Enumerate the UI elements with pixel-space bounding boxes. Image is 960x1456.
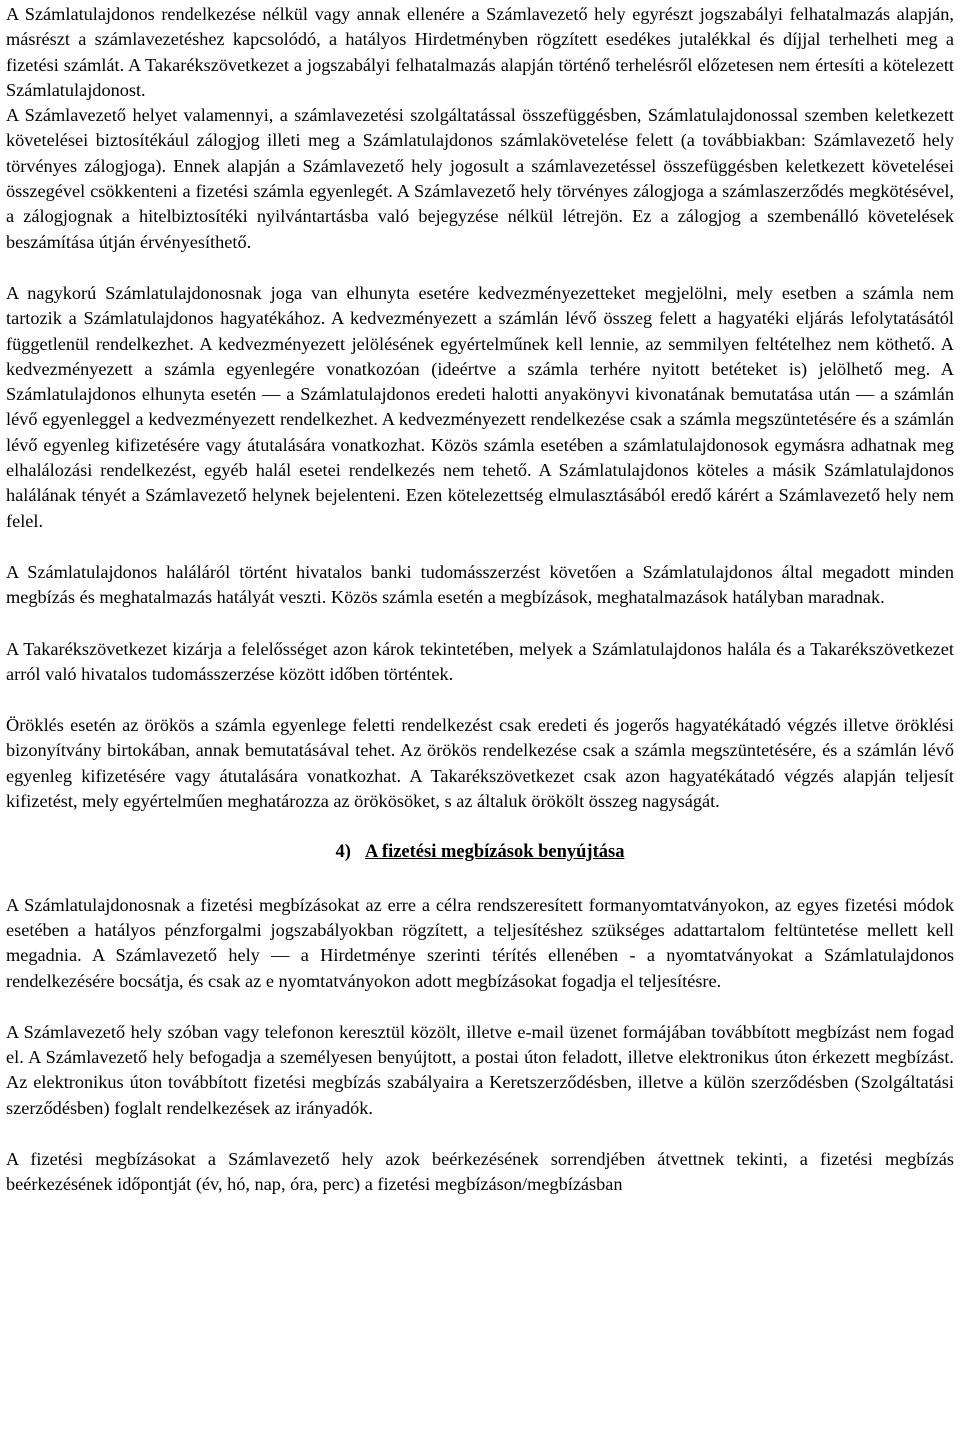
section-title: A fizetési megbízások benyújtása (364, 842, 625, 863)
paragraph-liability-exclusion: A Takarékszövetkezet kizárja a felelősséget azon károk tekintetében, melyek a Számlatulajdonos halála és a Takarékszövetkezet arról való hivatalos tudomásszerzése között időben történtek. (6, 638, 954, 684)
paragraph-forms: A Számlatulajdonosnak a fizetési megbízásokat az erre a célra rendszeresített formanyomtatványokon, az egyes fizetési módok esetében a hatályos pénzforgalmi jogszabályokban rögzített, a teljesítéshez szükséges adattartalom feltüntetése mellett kell megadnia. A Számlavezető hely — a Hirdetménye szerinti térítés ellenében - a nyomtatványokat a Számlatulajdonos rendelkezésére bocsátja, és csak az e nyomtatványokon adott megbízásokat fogadja el teljesítésre. (6, 894, 954, 991)
paragraph-death-notice: A Számlatulajdonos haláláról történt hivatalos banki tudomásszerzést követően a Számlatulajdonos által megadott minden megbízás és meghatalmazás hatályát veszti. Közös számla esetén a megbízások, meghatalmazások hatályban maradnak. (6, 561, 954, 608)
paragraph-debit-without-consent: A Számlatulajdonos rendelkezése nélkül vagy annak ellenére a Számlavezető hely egyrészt jogszabályi felhatalmazás alapján, másrészt a számlavezetéshez kapcsolódó, a hatályos Hirdetményben rögzített esedékes jutalékkal és díjjal terhelheti meg a fizetési számlát. A Takarékszövetkezet a jogszabályi felhatalmazás alapján történő terhelésről előzetesen nem értesíti a kötelezett Számlatulajdonost. (6, 4, 954, 100)
paragraph-receipt-order: A fizetési megbízásokat a Számlavezető hely azok beérkezésének sorrendjében átvettnek tekinti, a fizetési megbízás beérkezésének időpontját (év, hó, nap, óra, perc) a fizetési megbízáson/megbízásban (6, 1148, 954, 1195)
section-number: 4) (335, 842, 351, 863)
paragraph-inheritance: Öröklés esetén az örökös a számla egyenlege feletti rendelkezést csak eredeti és jogerős hagyatékátadó végzés illetve öröklési bizonyítvány birtokában, annak bemutatásával tehet. Az örökös rendelkezése csak a számla megszüntetésére, és a számlán lévő egyenleg kifizetésére vagy átutalására vonatkozhat. A Takarékszövetkezet csak azon hagyatékátadó végzés alapján teljesít kifizetést, mely egyértelműen meghatározza az örökösöket, s az általuk örökölt összeg nagyságát. (6, 715, 954, 812)
document-page (6, 2, 954, 1224)
paragraph-statutory-lien: A Számlavezető helyet valamennyi, a számlavezetési szolgáltatással összefüggésben, Számlatulajdonossal szemben keletkezett követelései biztosítékául zálogjog illeti meg a Számlatulajdonos számlakövetelése felett (a továbbiakban: Számlavezető hely törvényes zálogjoga). Ennek alapján a Számlavezető hely jogosult a számlavezetéssel összefüggésben keletkezett követelései összegével csökkenteni a fizetési számla egyenlegét. A Számlavezető hely törvényes zálogjoga a számlaszerződés megkötésével, a zálogjognak a hitelbiztosítéki nyilvántartásba való bejegyzése nélkül létrejön. Ez a zálogjog a szembenálló követelések beszámítása útján érvényesíthető. (6, 105, 954, 252)
paragraph-beneficiary: A nagykorú Számlatulajdonosnak joga van elhunyta esetére kedvezményezetteket megjelölni, mely esetben a számla nem tartozik a Számlatulajdonos hagyatékához. A kedvezményezett a számlán lévő összeg felett a hagyatéki eljárás lefolytatásától függetlenül rendelkezhet. A kedvezményezett jelölésének egyértelműnek kell lennie, az semmilyen feltételhez nem köthető. A kedvezményezett a számla egyenlegére vonatkozóan (ideértve a számla terhére nyitott betéteket is) jelölhető meg. A Számlatulajdonos elhunyta esetén — a Számlatulajdonos eredeti halotti anyakönyvi kivonatának bemutatása után — a számlán lévő egyenleggel a kedvezményezett rendelkezhet. A kedvezményezett rendelkezése csak a számla megszüntetésére és a számlán lévő egyenleg kifizetésére vagy átutalására vonatkozhat. Közös számla esetében a számlatulajdonosok egymásra adhatnak meg elhalálozási rendelkezést, egyéb halál esetei rendelkezés nem tehető. A Számlatulajdonos köteles a másik Számlatulajdonos halálának tényét a Számlavezető helynek bejelenteni. Ezen kötelezettség elmulasztásából eredő kárért a Számlavezető hely nem felel. (6, 282, 954, 531)
section-heading (6, 840, 954, 865)
paragraph-submission-channels: A Számlavezető hely szóban vagy telefonon keresztül közölt, illetve e-mail üzenet formájában továbbított megbízást nem fogad el. A Számlavezető hely befogadja a személyesen benyújtott, a postai úton feladott, illetve elektronikus úton érkezett megbízást. Az elektronikus úton továbbított fizetési megbízás szabályaira a Keretszerződésben, illetve a külön szerződésben (Szolgáltatási szerződésben) foglalt rendelkezések az irányadók. (6, 1021, 954, 1118)
